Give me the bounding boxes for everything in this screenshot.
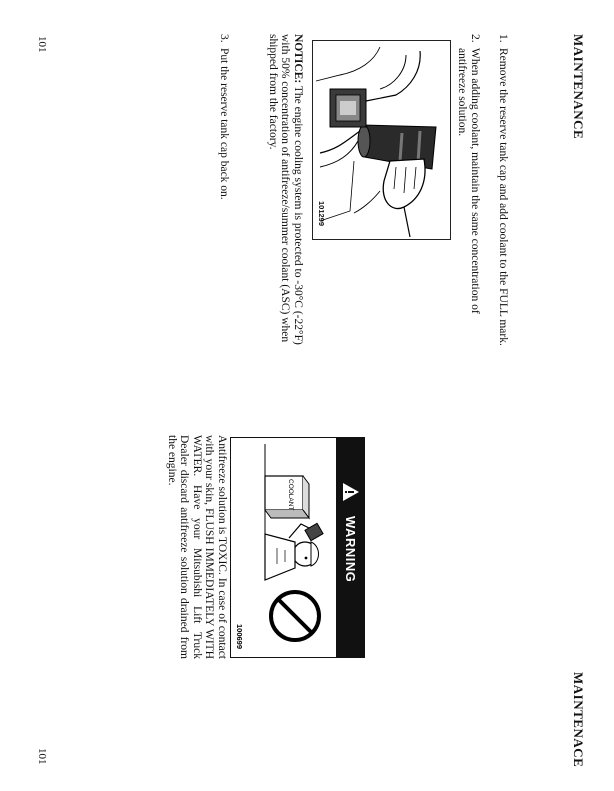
notice-label: NOTICE: [292,34,304,84]
page-number-right: 101 [36,748,48,765]
step-3 [217,34,230,364]
warning-text: Antifreeze solution is TOXIC. In case of contact with your skin, FLUSH IMMEDIATELY WITH WATER. Have your Mitsubishi Lift Truck Dealer discard antifreeze solution drained from the engine. [166,435,228,659]
page-number-left: 101 [36,36,48,53]
section-header-left: MAINTENANCE [571,34,586,140]
step-1 [496,34,509,364]
step-number: 3. [218,34,230,43]
step-text: Put the reserve tank cap back on. [218,48,230,200]
warning-title: WARNING [343,516,358,583]
step-number: 1. [497,34,509,43]
step-2 [455,34,481,364]
step-text: Remove the reserve tank cap and add coolant to the FULL mark. [497,48,509,346]
can-label: COOLANT [287,479,294,511]
step-text: When adding coolant, maintain the same concentration of antifreeze solution. [456,48,481,314]
prohibition-icon [271,592,319,640]
warning-triangle-icon [342,482,360,502]
figure-code: 101299 [317,201,326,227]
refill-illustration-icon [313,41,450,239]
warning-figure-code: 100699 [235,624,244,650]
coolant-warning-illustration [231,438,335,657]
notice-text: The engine cooling system is protected to -30°C (-22°F) with 50% concentration of antifreeze/summer coolant (ASC) when shipped from the factory. [267,34,304,345]
step-number: 2. [469,34,481,43]
warning-box [230,437,365,658]
warning-header [336,438,364,657]
section-header-right: MAINTENACE [571,672,586,768]
notice-block [267,34,305,354]
reserve-tank-illustration [312,40,451,240]
